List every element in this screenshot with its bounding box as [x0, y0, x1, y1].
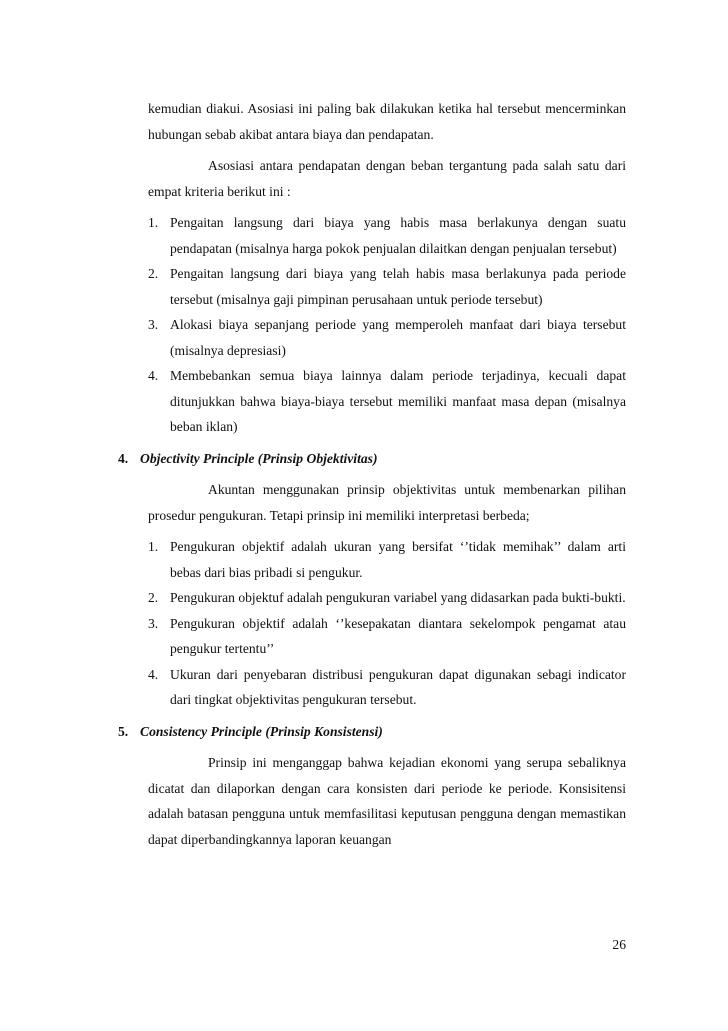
list-number: 1.	[148, 539, 159, 554]
section-number: 5.	[118, 723, 129, 739]
list-number: 3.	[148, 615, 159, 631]
list-text: Alokasi biaya sepanjang periode yang memperoleh manfaat dari biaya tersebut (misalnya depresiasi)	[170, 317, 626, 358]
section-number: 4.	[118, 450, 129, 466]
list-item	[148, 312, 626, 363]
objectivity-list	[148, 534, 626, 713]
list-item	[148, 611, 626, 662]
list-item	[148, 261, 626, 312]
list-number: 2.	[148, 266, 159, 281]
list-text: Pengaitan langsung dari biaya yang habis masa berlakunya dengan suatu pendapatan (misalnya harga pokok penjualan dilaitkan dengan penjualan tersebut)	[170, 215, 626, 256]
list-item	[148, 363, 626, 440]
section-title: Objectivity Principle (Prinsip Objektivitas)	[140, 450, 378, 466]
list-item	[148, 210, 626, 261]
list-number: 2.	[148, 590, 159, 605]
list-number: 4.	[148, 666, 159, 682]
list-text: Pengukuran objektif adalah ‘’kesepakatan diantara sekelompok pengamat atau pengukur tertentu’’	[170, 615, 626, 656]
page-number: 26	[612, 937, 626, 952]
list-text: Pengukuran objektuf adalah pengukuran variabel yang didasarkan pada bukti-bukti.	[170, 590, 626, 605]
page-content	[118, 96, 626, 858]
objectivity-paragraph: Akuntan menggunakan prinsip objektivitas untuk membenarkan pilihan prosedur pengukuran. Tetapi prinsip ini memiliki interpretasi berbeda;	[148, 482, 626, 523]
list-text: Pengaitan langsung dari biaya yang telah habis masa berlakunya pada periode tersebut (misalnya gaji pimpinan perusahaan untuk periode tersebut)	[170, 266, 626, 307]
list-item	[148, 662, 626, 713]
list-text: Membebankan semua biaya lainnya dalam periode terjadinya, kecuali dapat ditunjukkan bahwa biaya-biaya tersebut memiliki manfaat masa depan (misalnya beban iklan)	[170, 368, 626, 434]
criteria-list	[148, 210, 626, 440]
list-item	[148, 534, 626, 585]
list-text: Pengukuran objektif adalah ukuran yang bersifat ‘’tidak memihak’’ dalam arti bebas dari bias pribadi si pengukur.	[170, 539, 626, 580]
list-number: 4.	[148, 368, 159, 383]
list-number: 3.	[148, 317, 159, 332]
intro-paragraph: kemudian diakui. Asosiasi ini paling bak dilakukan ketika hal tersebut mencerminkan hubungan sebab akibat antara biaya dan pendapatan.	[148, 101, 626, 142]
list-item	[148, 585, 626, 611]
list-number: 1.	[148, 215, 159, 230]
section-title: Consistency Principle (Prinsip Konsistensi)	[140, 723, 383, 739]
section-heading-consistency	[118, 719, 626, 745]
section-heading-objectivity	[118, 446, 626, 472]
list-text: Ukuran dari penyebaran distribusi pengukuran dapat digunakan sebagi indicator dari tingkat objektivitas pengukuran tersebut.	[170, 666, 626, 707]
criteria-paragraph: Asosiasi antara pendapatan dengan beban tergantung pada salah satu dari empat kriteria berikut ini :	[148, 158, 626, 199]
consistency-paragraph: Prinsip ini menganggap bahwa kejadian ekonomi yang serupa sebaliknya dicatat dan dilaporkan dengan cara konsisten dari periode ke periode. Konsisitensi adalah batasan pengguna untuk memfasilitasi keputusan pengguna dengan memastikan dapat diperbandingkannya laporan keuangan	[148, 755, 626, 847]
